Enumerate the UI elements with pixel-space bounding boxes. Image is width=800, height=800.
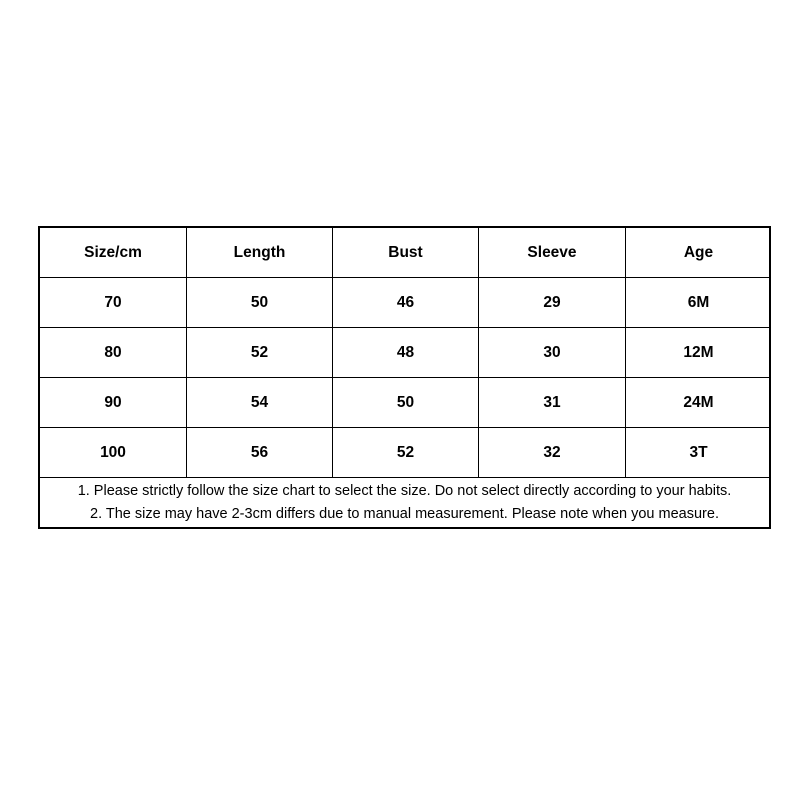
cell-age: 3T (626, 428, 771, 478)
cell-bust: 48 (333, 328, 479, 378)
size-chart-grid (40, 228, 769, 478)
header-bust: Bust (333, 228, 479, 278)
cell-bust: 50 (333, 378, 479, 428)
cell-length: 54 (187, 378, 333, 428)
cell-sleeve: 32 (479, 428, 626, 478)
header-size: Size/cm (40, 228, 187, 278)
note-line: 2. The size may have 2-3cm differs due to manual measurement. Please note when you measure. (90, 505, 719, 522)
cell-size: 80 (40, 328, 187, 378)
header-length: Length (187, 228, 333, 278)
cell-sleeve: 29 (479, 278, 626, 328)
cell-age: 24M (626, 378, 771, 428)
note-line: 1. Please strictly follow the size chart to select the size. Do not select directly according to your habits. (77, 482, 732, 499)
cell-sleeve: 30 (479, 328, 626, 378)
cell-sleeve: 31 (479, 378, 626, 428)
header-age: Age (626, 228, 771, 278)
size-chart-table (38, 226, 771, 529)
cell-age: 12M (626, 328, 771, 378)
cell-bust: 46 (333, 278, 479, 328)
cell-size: 100 (40, 428, 187, 478)
cell-length: 56 (187, 428, 333, 478)
header-sleeve: Sleeve (479, 228, 626, 278)
cell-length: 52 (187, 328, 333, 378)
size-notes (40, 478, 769, 527)
cell-age: 6M (626, 278, 771, 328)
cell-size: 70 (40, 278, 187, 328)
cell-bust: 52 (333, 428, 479, 478)
cell-length: 50 (187, 278, 333, 328)
cell-size: 90 (40, 378, 187, 428)
